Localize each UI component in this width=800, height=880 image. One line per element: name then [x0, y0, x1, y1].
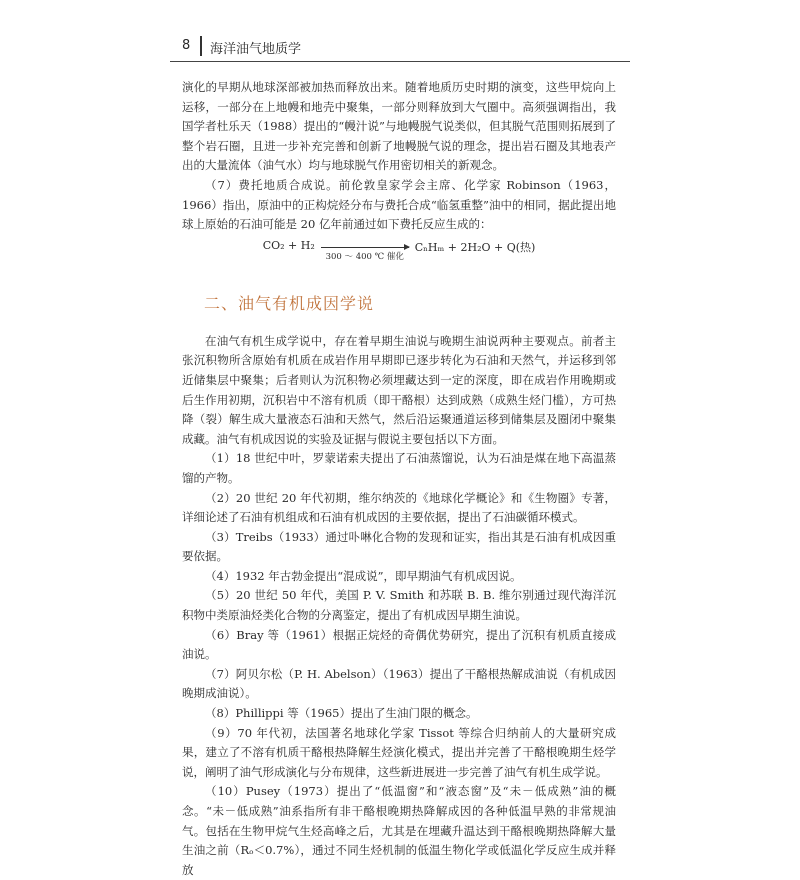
list-item: （6）Bray 等（1961）根据正烷烃的奇偶优势研究，提出了沉积有机质直接成油说。: [182, 627, 616, 662]
reaction-condition: 300 ～ 400 ℃ 催化: [325, 251, 404, 262]
list-item: （9）70 年代初，法国著名地球化学家 Tissot 等综合归纳前人的大量研究成果，建立了不溶有机质干酪根热降解生烃演化模式，提出并完善了干酪根晚期生烃学说，阐明了油气形成演化与分布规律，这些新进展进一步完善了油气有机生成学说。: [182, 725, 616, 779]
equation-right: CₙHₘ + 2H₂O + Q(热): [414, 240, 536, 254]
list-item: （5）20 世纪 50 年代，美国 P. V. Smith 和苏联 B. B. 维尔别通过现代海洋沉积物中类原油烃类化合物的分离鉴定，提出了有机成因早期生油说。: [182, 588, 616, 623]
list-item: （3）Treibs（1933）通过卟啉化合物的发现和证实，指出其是石油有机成因重要依据。: [182, 529, 616, 564]
reaction-arrow: [321, 239, 409, 262]
equation-left: CO₂ + H₂: [262, 238, 315, 252]
list-item: （8）Phillippi 等（1965）提出了生油门限的概念。: [205, 706, 478, 721]
book-title: 海洋油气地质学: [210, 42, 302, 57]
section-title: 二、油气有机成因学说: [204, 293, 375, 313]
list-item: （1）18 世纪中叶，罗蒙诺索夫提出了石油蒸馏说，认为石油是煤在地下高温蒸馏的产物。: [182, 451, 616, 485]
chemical-equation: [182, 239, 616, 269]
list-item: （4）1932 年古勃金提出“混成说”，即早期油气有机成因说。: [205, 568, 522, 583]
header-rule: [170, 61, 630, 62]
page-body: [182, 78, 616, 880]
paragraph: 演化的早期从地球深部被加热而释放出来。随着地质历史时期的演变，这些甲烷向上运移，一部分在上地幔和地壳中聚集，一部分则释放到大气圈中。高须强调指出，我国学者杜乐天（1988）提出的“幔汁说”与地幔脱气说类似，但其脱气范围则拓展到了整个岩石圈，且进一步补充完善和创新了地幔脱气说的理念，提出岩石圈及其地表产出的大量流体（油气水）均与地球脱气作用密切相关的新观念。: [182, 80, 616, 173]
list-item: （2）20 世纪 20 年代初期，维尔纳茨的《地球化学概论》和《生物圈》专著，详细论述了石油有机组成和石油有机成因的主要依据，提出了石油碳循环模式。: [182, 490, 616, 525]
header-divider: [200, 36, 202, 56]
list-item: （7）阿贝尔松（P. H. Abelson）（1963）提出了干酪根热解成油说（有机成因晚期成油说）。: [182, 666, 616, 701]
paragraph: （7）费托地质合成说。前伦敦皇家学会主席、化学家 Robinson（1963，1966）指出，原油中的正构烷烃分布与费托合成“临氢重整”油中的相同，据此提出地球上原始的石油可能是 20 亿年前通过如下费托反应生成的：: [182, 177, 616, 232]
list-item: （10）Pusey（1973）提出了“低温窗”和“液态窗”及“未－低成熟”油的概念。“未－低成熟”油系指所有非干酪根晚期热降解成因的各种低温早熟的非常规油气。包括在生物甲烷气生烃高峰之后，尤其是在埋藏升温达到干酪根晚期热降解大量生油之前（Rₒ＜0.7%），通过不同生烃机制的低温生物化学或低温化学反应生成并释放: [182, 784, 616, 877]
page-number: 8: [182, 38, 191, 53]
paragraph: 在油气有机生成学说中，存在着早期生油说与晚期生油说两种主要观点。前者主张沉积物所含原始有机质在成岩作用早期即已逐步转化为石油和天然气，并运移到邻近储集层中聚集；后者则认为沉积物必须埋藏达到一定的深度，即在成岩作用晚期或后生作用初期，沉积岩中不溶有机质（即干酪根）达到成熟（成熟生烃门槛），方可热降（裂）解生成大量液态石油和天然气，然后沿运聚通道运移到储集层及圈闭中聚集成藏。油气有机成因说的实验及证据与假说主要包括以下方面。: [182, 333, 616, 446]
page-header: [170, 36, 630, 58]
arrow-icon: [321, 247, 409, 248]
